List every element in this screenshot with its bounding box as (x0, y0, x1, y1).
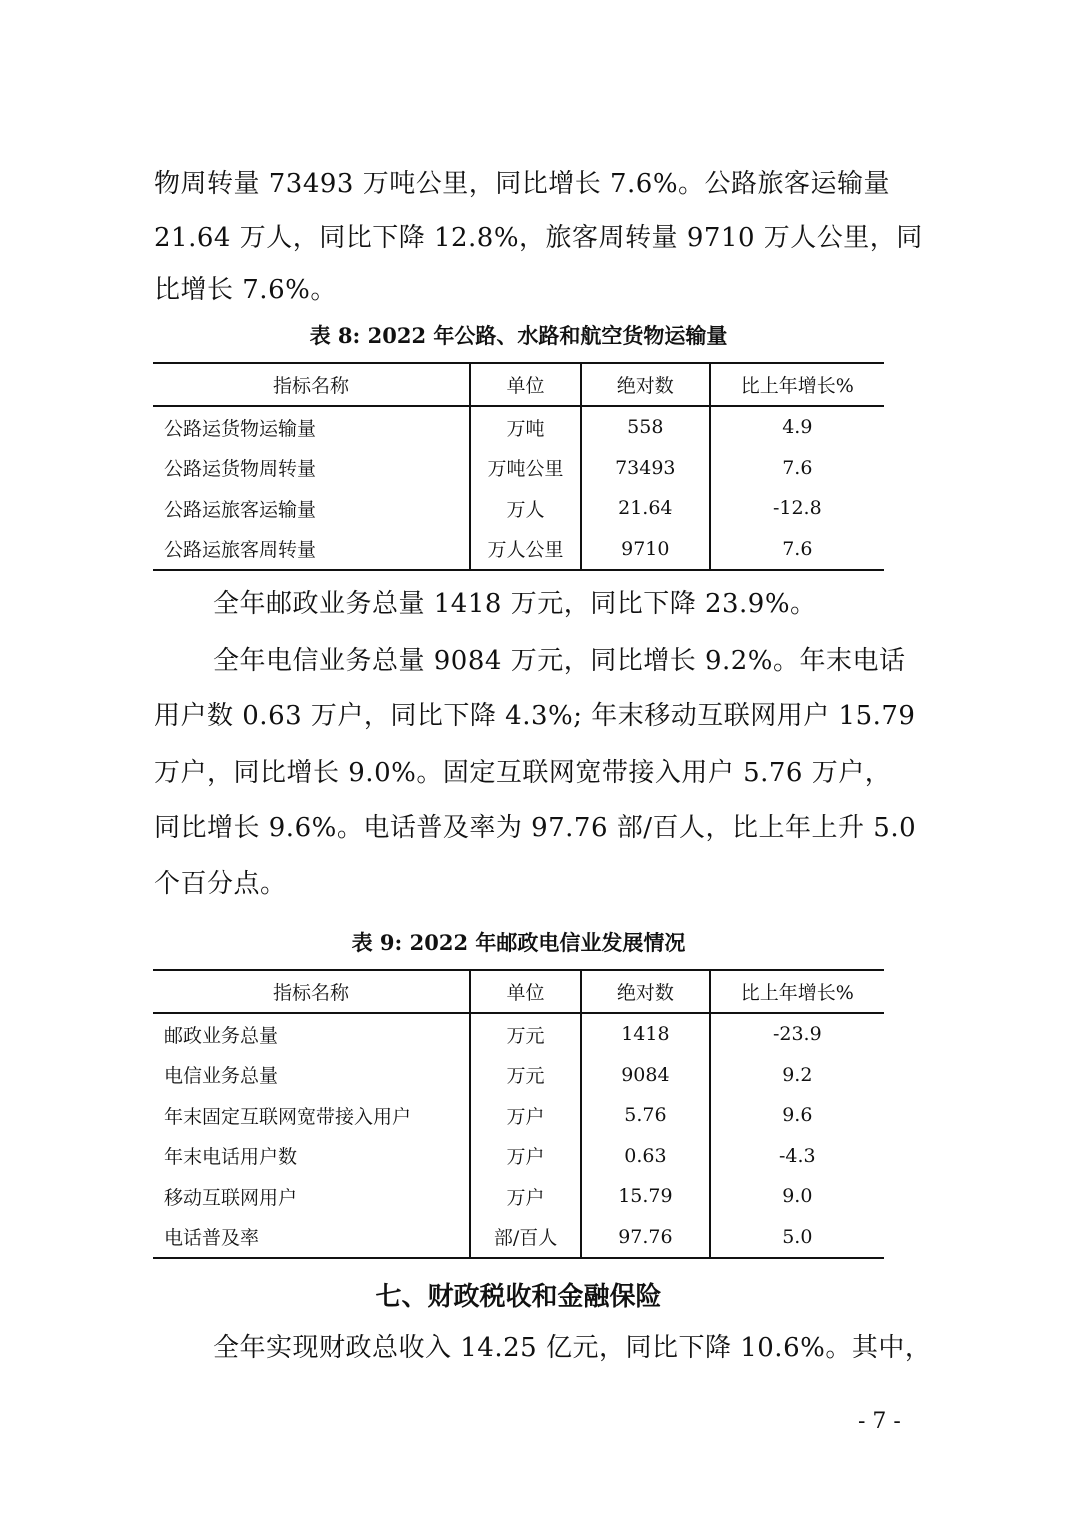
paragraph-line: 物周转量 73493 万吨公里，同比增长 7.6%。公路旅客运输量 (154, 169, 891, 199)
cell-indicator: 年末固定互联网宽带接入用户 (164, 1105, 412, 1128)
cell-unit: 万吨公里 (470, 448, 581, 489)
header-unit: 单位 (470, 363, 581, 406)
paragraph-line: 21.64 万人，同比下降 12.8%，旅客周转量 9710 万人公里，同 (154, 223, 923, 253)
cell-indicator: 公路运货物运输量 (164, 417, 317, 440)
paragraph-line: 全年邮政业务总量 1418 万元，同比下降 23.9%。 (213, 589, 817, 619)
table-8-caption: 表 8: 2022 年公路、水路和航空货物运输量 (309, 323, 728, 348)
header-indicator: 指标名称 (153, 363, 470, 406)
paragraph-line: 全年实现财政总收入 14.25 亿元，同比下降 10.6%。其中， (213, 1333, 932, 1363)
cell-unit: 万户 (470, 1136, 581, 1177)
cell-indicator: 电信业务总量 (164, 1065, 279, 1088)
cell-unit: 万人 (470, 488, 581, 529)
table-row (153, 1095, 884, 1136)
cell-growth: 9.2 (710, 1055, 884, 1096)
cell-indicator: 公路运旅客周转量 (153, 529, 470, 571)
cell-growth: 7.6 (710, 448, 884, 489)
table-row (153, 529, 884, 571)
table-9 (153, 969, 884, 1259)
cell-absolute: 15.79 (581, 1176, 709, 1217)
header-growth: 比上年增长% (710, 363, 884, 406)
cell-growth: 9.0 (710, 1176, 884, 1217)
table-row (153, 1176, 884, 1217)
cell-growth: 4.9 (710, 406, 884, 448)
cell-absolute: 5.76 (581, 1095, 709, 1136)
paragraph-line: 比增长 7.6%。 (154, 275, 337, 305)
paragraph-line: 用户数 0.63 万户，同比下降 4.3%; 年末移动互联网用户 15.79 (154, 701, 916, 731)
cell-growth: 5.0 (710, 1217, 884, 1259)
paragraph-line: 同比增长 9.6%。电话普及率为 97.76 部/百人，比上年上升 5.0 (154, 813, 917, 843)
cell-absolute: 97.76 (581, 1217, 709, 1259)
header-absolute: 绝对数 (581, 970, 709, 1013)
cell-unit: 万户 (470, 1176, 581, 1217)
cell-unit: 万户 (470, 1095, 581, 1136)
section-heading: 七、财政税收和金融保险 (375, 1282, 662, 1312)
cell-indicator: 公路运货物周转量 (164, 458, 317, 481)
cell-unit: 万人公里 (470, 529, 581, 571)
cell-absolute: 9710 (581, 529, 710, 571)
table-row (153, 1013, 884, 1055)
cell-unit: 万元 (470, 1055, 581, 1096)
cell-indicator: 电话普及率 (153, 1217, 470, 1259)
table-row (153, 1217, 884, 1259)
cell-growth: -23.9 (710, 1013, 884, 1055)
cell-indicator: 公路运旅客运输量 (164, 498, 317, 521)
cell-growth: 7.6 (710, 529, 884, 571)
paragraph-line: 全年电信业务总量 9084 万元，同比增长 9.2%。年末电话 (213, 646, 906, 676)
cell-indicator: 邮政业务总量 (164, 1024, 279, 1047)
cell-growth: -4.3 (710, 1136, 884, 1177)
table-row (153, 406, 884, 448)
header-unit: 单位 (470, 970, 581, 1013)
cell-unit: 万吨 (470, 406, 581, 448)
cell-growth: 9.6 (710, 1095, 884, 1136)
table-row (153, 1055, 884, 1096)
table-header-row (153, 363, 884, 406)
cell-absolute: 0.63 (581, 1136, 709, 1177)
cell-absolute: 9084 (581, 1055, 709, 1096)
header-absolute: 绝对数 (581, 363, 710, 406)
table-8 (153, 362, 884, 571)
cell-absolute: 73493 (581, 448, 710, 489)
cell-unit: 部/百人 (470, 1217, 581, 1259)
cell-unit: 万元 (470, 1013, 581, 1055)
table-row (153, 488, 884, 529)
cell-absolute: 1418 (581, 1013, 709, 1055)
table-row (153, 1136, 884, 1177)
cell-indicator: 年末电话用户数 (164, 1146, 298, 1169)
header-growth: 比上年增长% (710, 970, 884, 1013)
cell-indicator: 移动互联网用户 (164, 1186, 298, 1209)
page-number: - 7 - (858, 1409, 901, 1434)
table-row (153, 448, 884, 489)
paragraph-line: 万户，同比增长 9.0%。固定互联网宽带接入用户 5.76 万户， (154, 758, 892, 788)
paragraph-line: 个百分点。 (154, 869, 287, 899)
header-indicator: 指标名称 (153, 970, 470, 1013)
cell-absolute: 558 (581, 406, 710, 448)
cell-absolute: 21.64 (581, 488, 710, 529)
cell-growth: -12.8 (710, 488, 884, 529)
table-9-caption: 表 9: 2022 年邮政电信业发展情况 (351, 930, 686, 955)
table-header-row (153, 970, 884, 1013)
